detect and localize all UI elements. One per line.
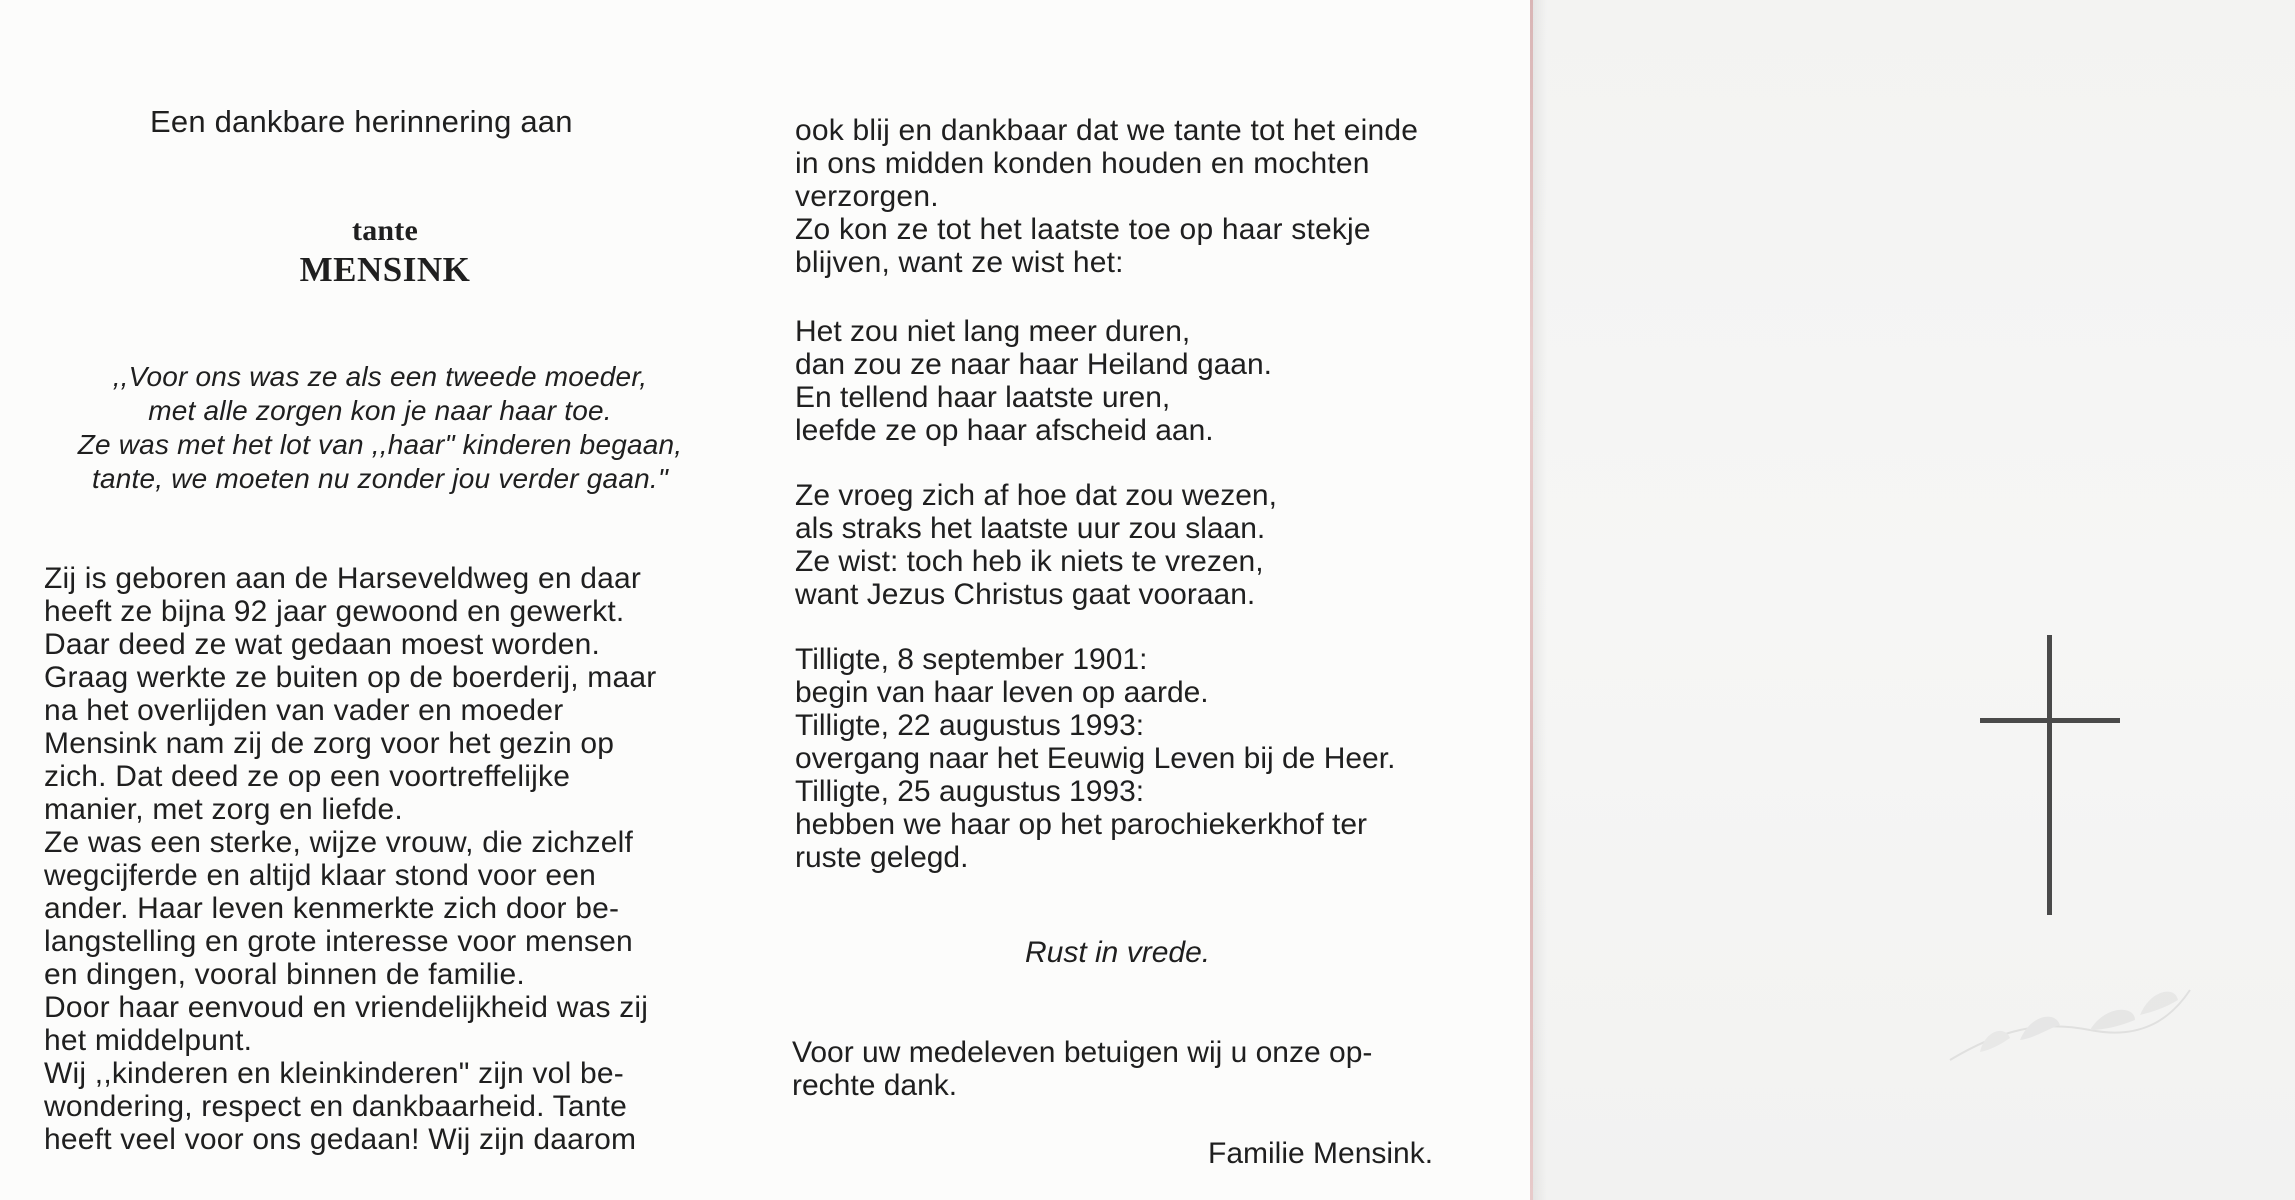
body-line: het middelpunt. xyxy=(44,1024,253,1057)
body-line: blijven, want ze wist het: xyxy=(795,246,1124,279)
verse-line: Ze vroeg zich af hoe dat zou wezen, xyxy=(795,479,1277,512)
poem-line: ,,Voor ons was ze als een tweede moeder, xyxy=(112,361,648,392)
verse-stanza-2 xyxy=(795,479,1277,611)
body-line: en dingen, vooral binnen de familie. xyxy=(44,958,525,991)
thanks-line: Voor uw medeleven betuigen wij u onze op- xyxy=(792,1036,1373,1069)
verse-line: En tellend haar laatste uren, xyxy=(795,381,1171,414)
body-line: manier, met zorg en liefde. xyxy=(44,793,403,826)
deceased-name: MENSINK xyxy=(299,250,471,289)
verse-line: leefde ze op haar afscheid aan. xyxy=(795,414,1214,447)
life-dates xyxy=(795,643,1395,874)
body-line: langstelling en grote interesse voor mensen xyxy=(44,925,633,958)
body-line: Zo kon ze tot het laatste toe op haar stekje xyxy=(795,213,1371,246)
rest-in-peace: Rust in vrede. xyxy=(1025,936,1211,969)
body-line: Ze was een sterke, wijze vrouw, die zichzelf xyxy=(44,826,634,859)
date-line: hebben we haar op het parochiekerkhof ter xyxy=(795,808,1368,841)
body-line: Daar deed ze wat gedaan moest worden. xyxy=(44,628,601,661)
date-line: Tilligte, 22 augustus 1993: xyxy=(795,709,1145,742)
verse-line: Het zou niet lang meer duren, xyxy=(795,315,1191,348)
body-line: wegcijferde en altijd klaar stond voor een xyxy=(44,859,597,892)
body-line: wondering, respect en dankbaarheid. Tante xyxy=(44,1090,628,1123)
memorial-poem xyxy=(40,360,720,496)
verse-line: dan zou ze naar haar Heiland gaan. xyxy=(795,348,1273,381)
body-line: zich. Dat deed ze op een voortreffelijke xyxy=(44,760,571,793)
body-line: Mensink nam zij de zorg voor het gezin op xyxy=(44,727,615,760)
poem-line: Ze was met het lot van ,,haar" kinderen begaan, xyxy=(77,429,683,460)
verse-stanza-1 xyxy=(795,315,1272,447)
floral-ornament-icon xyxy=(1940,960,2200,1080)
biography-text xyxy=(44,562,724,1156)
fold-shadow xyxy=(1533,0,1547,1200)
date-line: overgang naar het Eeuwig Leven bij de Heer. xyxy=(795,742,1396,775)
body-line: ander. Haar leven kenmerkte zich door be- xyxy=(44,892,620,925)
date-line: Tilligte, 25 augustus 1993: xyxy=(795,775,1145,808)
verse-line: Ze wist: toch heb ik niets te vrezen, xyxy=(795,545,1264,578)
body-line: Wij ,,kinderen en kleinkinderen" zijn vol be- xyxy=(44,1057,624,1090)
verse-line: want Jezus Christus gaat vooraan. xyxy=(795,578,1256,611)
body-line: Door haar eenvoud en vriendelijkheid was zij xyxy=(44,991,649,1024)
date-line: begin van haar leven op aarde. xyxy=(795,676,1209,709)
intro-text: Een dankbare herinnering aan xyxy=(150,104,573,139)
cross-icon xyxy=(1980,635,2120,915)
family-signature: Familie Mensink. xyxy=(1208,1137,1434,1170)
body-line: heeft ze bijna 92 jaar gewoond en gewerkt. xyxy=(44,595,625,628)
date-line: ruste gelegd. xyxy=(795,841,969,874)
body-line: heeft veel voor ons gedaan! Wij zijn daarom xyxy=(44,1123,637,1156)
thanks-line: rechte dank. xyxy=(792,1069,958,1102)
body-line: in ons midden konden houden en mochten xyxy=(795,147,1370,180)
name-prefix: tante xyxy=(352,214,418,247)
verse-line: als straks het laatste uur zou slaan. xyxy=(795,512,1266,545)
body-line: Graag werkte ze buiten op de boerderij, maar xyxy=(44,661,657,694)
continuation-text xyxy=(795,114,1495,279)
poem-line: met alle zorgen kon je naar haar toe. xyxy=(148,395,612,426)
date-line: Tilligte, 8 september 1901: xyxy=(795,643,1148,676)
body-line: na het overlijden van vader en moeder xyxy=(44,694,564,727)
thanks-text xyxy=(792,1036,1372,1102)
body-line: Zij is geboren aan de Harseveldweg en daar xyxy=(44,562,642,595)
body-line: verzorgen. xyxy=(795,180,939,213)
body-line: ook blij en dankbaar dat we tante tot het einde xyxy=(795,114,1419,147)
poem-line: tante, we moeten nu zonder jou verder gaan." xyxy=(92,463,668,494)
